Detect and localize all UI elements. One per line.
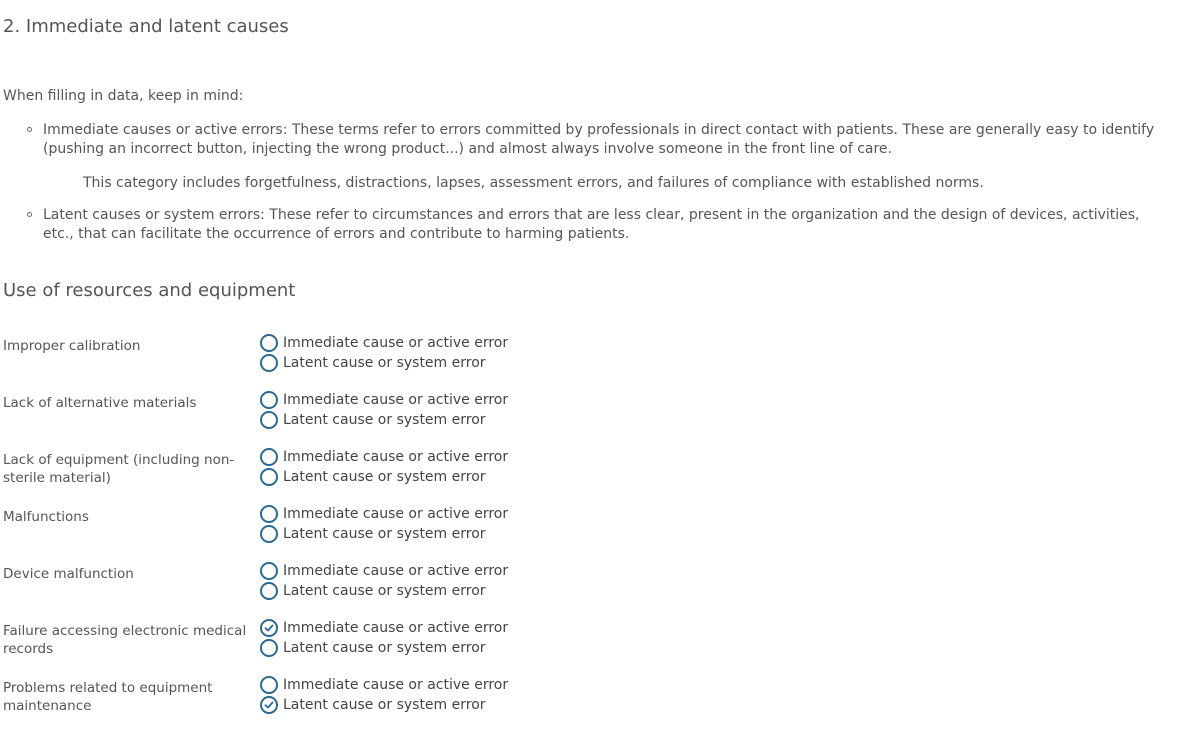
question-row	[0, 390, 700, 447]
bullet-icon	[27, 127, 32, 132]
radio-option-label[interactable]: Immediate cause or active error	[283, 449, 509, 465]
radio-option-label[interactable]: Immediate cause or active error	[283, 506, 509, 522]
question-label: Lack of equipment (including non-sterile material)	[3, 452, 235, 486]
radio-option-latent[interactable]	[260, 353, 508, 373]
question-label: Malfunctions	[3, 509, 89, 525]
radio-checked-icon[interactable]	[260, 619, 278, 637]
guidance-text-latent: Latent causes or system errors: These refer to circumstances and errors that are less clear, present in the organization and the design of devices, activities, etc., that can facilitate the occurrence of errors and contribute to harming patients.	[43, 207, 1140, 242]
radio-option-label[interactable]: Latent cause or system error	[283, 412, 486, 428]
radio-option-label[interactable]: Latent cause or system error	[283, 526, 486, 542]
question-label: Improper calibration	[3, 338, 141, 354]
radio-option-label[interactable]: Latent cause or system error	[283, 697, 486, 713]
radio-option-immediate[interactable]	[260, 675, 508, 695]
radio-group	[260, 504, 508, 544]
radio-option-latent[interactable]	[260, 467, 508, 487]
radio-option-immediate[interactable]	[260, 504, 508, 524]
question-label: Device malfunction	[3, 566, 134, 582]
radio-option-immediate[interactable]	[260, 618, 508, 638]
radio-unchecked-icon[interactable]	[260, 525, 278, 543]
radio-option-label[interactable]: Immediate cause or active error	[283, 563, 509, 579]
radio-group	[260, 618, 508, 658]
radio-option-label[interactable]: Latent cause or system error	[283, 469, 486, 485]
radio-unchecked-icon[interactable]	[260, 505, 278, 523]
guidance-note: This category includes forgetfulness, distractions, lapses, assessment errors, and failures of compliance with established norms.	[83, 175, 984, 191]
check-icon	[264, 623, 274, 633]
radio-checked-icon[interactable]	[260, 696, 278, 714]
section-title: 2. Immediate and latent causes	[3, 16, 289, 37]
radio-unchecked-icon[interactable]	[260, 468, 278, 486]
question-label: Problems related to equipment maintenance	[3, 680, 213, 714]
question-row	[0, 447, 700, 504]
radio-option-latent[interactable]	[260, 695, 508, 715]
guidance-item-latent	[23, 206, 1173, 244]
guidance-list	[23, 121, 1173, 244]
radio-option-label[interactable]: Latent cause or system error	[283, 583, 486, 599]
radio-unchecked-icon[interactable]	[260, 676, 278, 694]
radio-option-immediate[interactable]	[260, 561, 508, 581]
radio-option-label[interactable]: Latent cause or system error	[283, 355, 486, 371]
guidance-text-immediate: Immediate causes or active errors: These terms refer to errors committed by professionals in direct contact with patients. These are generally easy to identify (pushing an incorrect button, injecting the wrong product...) and almost always involve someone in the front line of care.	[43, 122, 1155, 157]
radio-option-label[interactable]: Immediate cause or active error	[283, 620, 509, 636]
radio-unchecked-icon[interactable]	[260, 448, 278, 466]
guidance-item-immediate	[23, 121, 1173, 193]
radio-option-label[interactable]: Immediate cause or active error	[283, 392, 509, 408]
question-row	[0, 675, 700, 732]
question-label: Lack of alternative materials	[3, 395, 197, 411]
radio-group	[260, 561, 508, 601]
question-row	[0, 618, 700, 675]
radio-group	[260, 675, 508, 715]
radio-option-latent[interactable]	[260, 581, 508, 601]
radio-option-immediate[interactable]	[260, 333, 508, 353]
radio-option-latent[interactable]	[260, 410, 508, 430]
radio-group	[260, 390, 508, 430]
bullet-icon	[27, 212, 32, 217]
question-list	[0, 333, 700, 732]
radio-unchecked-icon[interactable]	[260, 562, 278, 580]
radio-option-immediate[interactable]	[260, 447, 508, 467]
question-row	[0, 504, 700, 561]
question-row	[0, 333, 700, 390]
radio-group	[260, 447, 508, 487]
question-row	[0, 561, 700, 618]
radio-option-label[interactable]: Immediate cause or active error	[283, 677, 509, 693]
question-label: Failure accessing electronic medical records	[3, 623, 247, 657]
radio-unchecked-icon[interactable]	[260, 582, 278, 600]
radio-option-label[interactable]: Immediate cause or active error	[283, 335, 509, 351]
radio-option-latent[interactable]	[260, 524, 508, 544]
radio-unchecked-icon[interactable]	[260, 354, 278, 372]
radio-option-immediate[interactable]	[260, 390, 508, 410]
radio-unchecked-icon[interactable]	[260, 411, 278, 429]
radio-unchecked-icon[interactable]	[260, 639, 278, 657]
radio-option-latent[interactable]	[260, 638, 508, 658]
radio-unchecked-icon[interactable]	[260, 391, 278, 409]
radio-option-label[interactable]: Latent cause or system error	[283, 640, 486, 656]
radio-unchecked-icon[interactable]	[260, 334, 278, 352]
radio-group	[260, 333, 508, 373]
subsection-title: Use of resources and equipment	[3, 280, 296, 301]
check-icon	[264, 700, 274, 710]
intro-text: When filling in data, keep in mind:	[3, 88, 244, 104]
